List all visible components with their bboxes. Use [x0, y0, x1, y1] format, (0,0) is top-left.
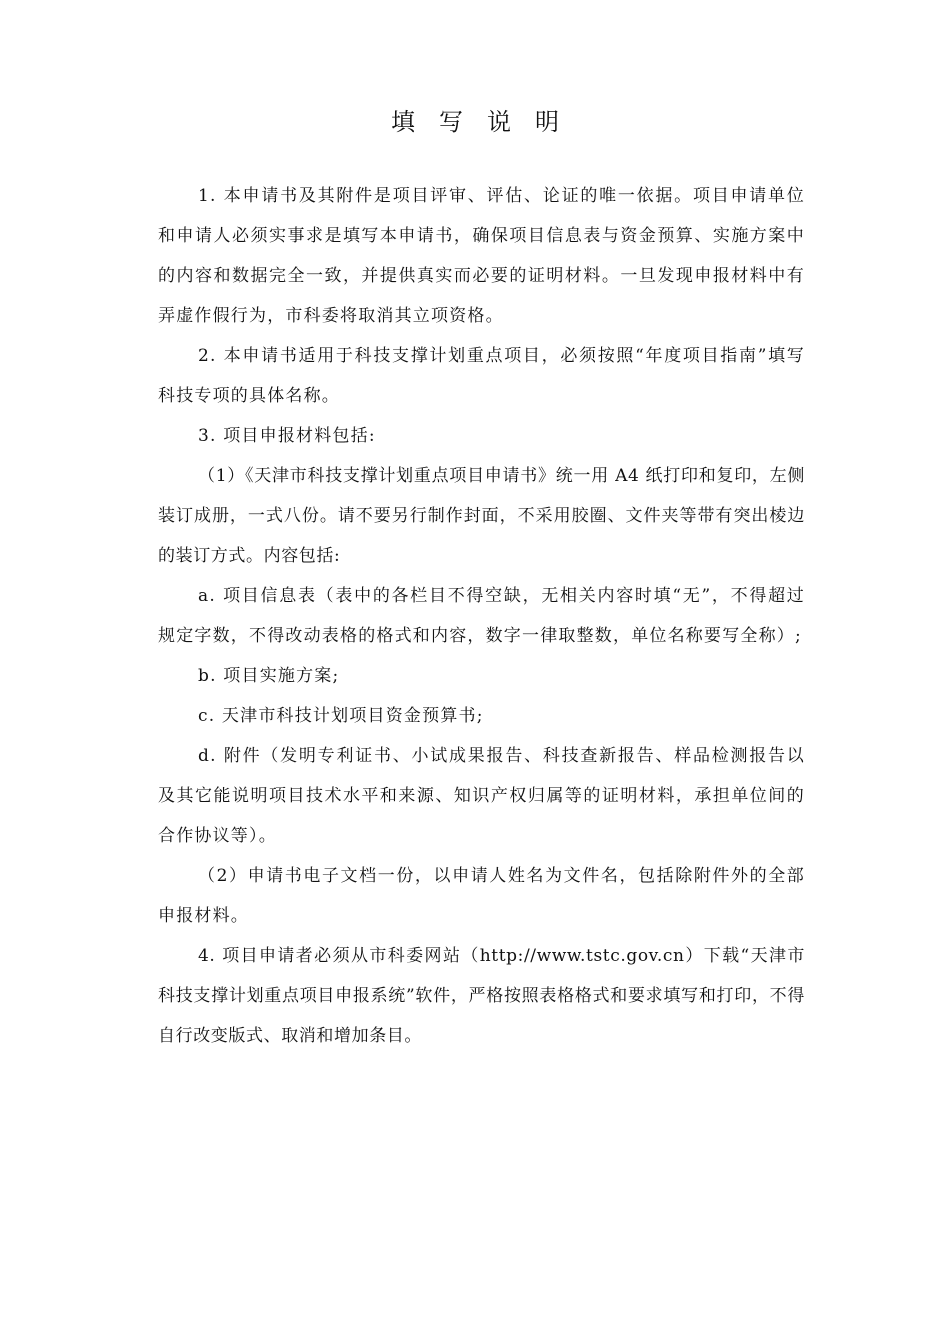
paragraph-2: 2. 本申请书适用于科技支撑计划重点项目，必须按照“年度项目指南”填写科技专项的具体名称。 [158, 346, 805, 406]
paragraph-3-1-c: c. 天津市科技计划项目资金预算书; [198, 706, 484, 726]
paragraph-3: 3. 项目申报材料包括: [198, 426, 376, 446]
paragraph-3-1-a: a. 项目信息表（表中的各栏目不得空缺，无相关内容时填“无”，不得超过规定字数，不得改动表格的格式和内容，数字一律取整数，单位名称要写全称）; [158, 586, 805, 646]
paragraph-3-1-b: b. 项目实施方案; [198, 666, 340, 686]
paragraph-4: 4. 项目申请者必须从市科委网站（http://www.tstc.gov.cn）下载“天津市科技支撑计划重点项目申报系统”软件，严格按照表格格式和要求填写和打印，不得自行改变版式、取消和增加条目。 [158, 946, 805, 1046]
paragraph-3-1-d: d. 附件（发明专利证书、小试成果报告、科技查新报告、样品检测报告以及其它能说明项目技术水平和来源、知识产权归属等的证明材料，承担单位间的合作协议等）。 [158, 746, 805, 846]
paragraph-3-1: （1）《天津市科技支撑计划重点项目申请书》统一用 A4 纸打印和复印，左侧装订成册，一式八份。请不要另行制作封面，不采用胶圈、文件夹等带有突出棱边的装订方式。内容包括: [158, 466, 805, 566]
paragraph-1: 1. 本申请书及其附件是项目评审、评估、论证的唯一依据。项目申请单位和申请人必须实事求是填写本申请书，确保项目信息表与资金预算、实施方案中的内容和数据完全一致，并提供真实而必要的证明材料。一旦发现申报材料中有弄虚作假行为，市科委将取消其立项资格。 [158, 186, 805, 326]
page-title: 填写说明 [391, 108, 583, 136]
instructions-body [158, 176, 805, 1056]
paragraph-3-2: （2）申请书电子文档一份，以申请人姓名为文件名，包括除附件外的全部申报材料。 [158, 866, 805, 926]
